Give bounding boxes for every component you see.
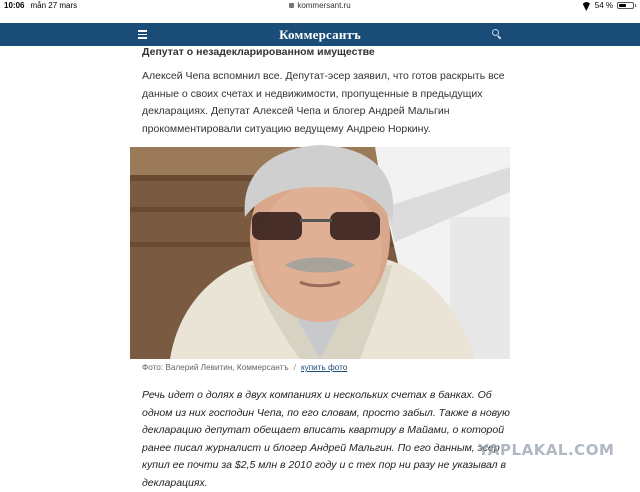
article-body: Речь идет о долях в двух компаниях и нескольких счетах в банках. Об одном из них господин Чепа, по его словам, просто забыл. Также в новую декларацию депутат обещает вписать квартиру в Майами, о которой ранее писал журналист и блогер Андрей Мальгин. По его данным, эсер купил ее почти за $2,5 млн в 2010 году и с тех пор ни разу не указывал в декларациях. xyxy=(142,389,510,489)
status-time: 10:06 xyxy=(4,1,25,10)
article-subtitle: Депутат о незадекларированном имуществе xyxy=(142,46,375,58)
battery-icon xyxy=(617,2,634,9)
battery-fill xyxy=(619,4,626,7)
address-bar[interactable] xyxy=(0,1,640,10)
search-icon[interactable] xyxy=(492,29,502,39)
status-bar xyxy=(0,0,640,11)
article-photo[interactable] xyxy=(130,147,510,359)
watermark: YAPLAKAL.COM xyxy=(478,441,615,459)
caption-separator: / xyxy=(293,363,296,372)
photo-caption xyxy=(142,363,347,372)
status-date: mån 27 mars xyxy=(30,1,78,10)
buy-photo-link[interactable]: купить фото xyxy=(300,363,348,372)
status-indicators xyxy=(582,1,634,10)
lock-icon xyxy=(289,3,294,8)
wifi-icon xyxy=(582,2,591,9)
battery-percent: 54 % xyxy=(594,1,613,10)
photo-credit: Фото: Валерий Левитин, Коммерсантъ xyxy=(142,363,289,372)
site-logo[interactable]: Коммерсантъ xyxy=(279,27,361,42)
site-header xyxy=(0,23,640,46)
article-lead: Алексей Чепа вспомнил все. Депутат-эсер заявил, что готов раскрыть все данные о своих счетах и недвижимости, пропущенные в предыдущих декларациях. Депутат Алексей Чепа и блогер Андрей Мальгин прокомментировали ситуацию ведущему Андрею Норкину. xyxy=(142,70,505,135)
address-url: kommersant.ru xyxy=(297,1,351,10)
article-photo-image xyxy=(130,147,510,359)
